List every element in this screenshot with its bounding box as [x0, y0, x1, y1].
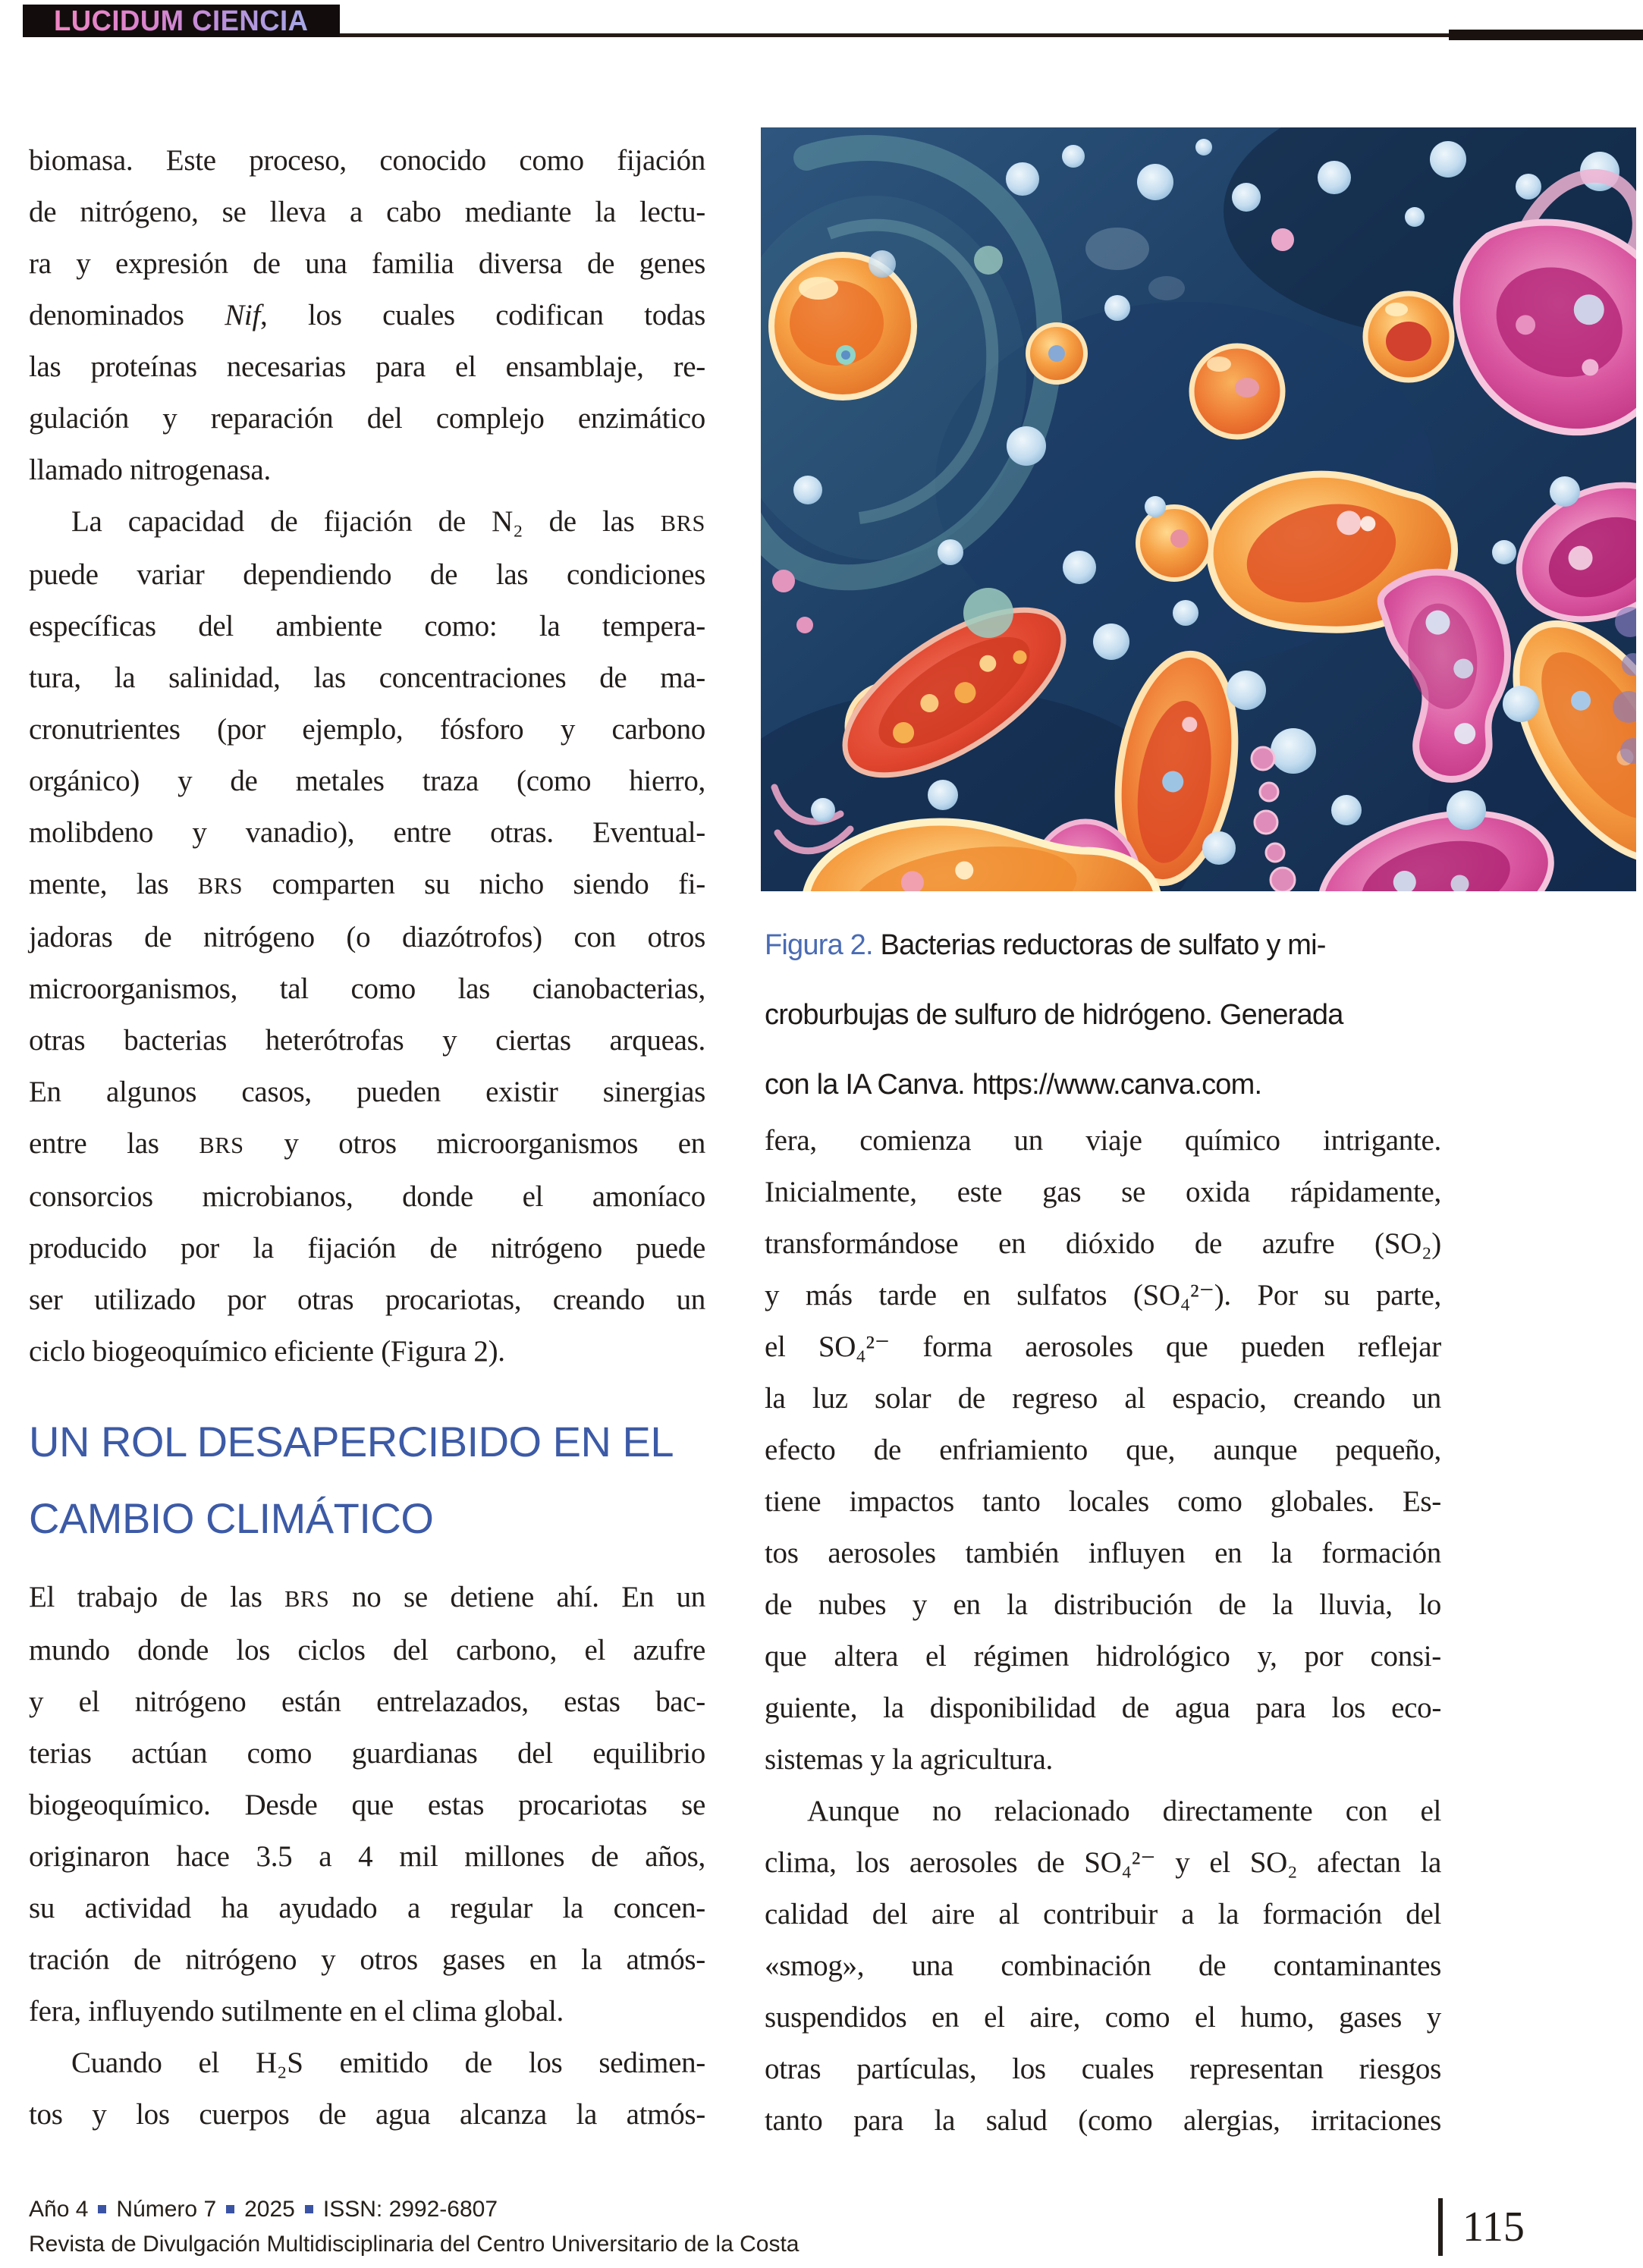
separator-square-icon — [305, 2205, 313, 2213]
journal-meta-segment: Número 7 — [116, 2197, 217, 2222]
text-line: tración de nitrógeno y otros gases en la atmós- — [29, 1943, 705, 1976]
text-line: orgánico) y de metales traza (como hierro, — [29, 765, 705, 797]
text-line: fera, comienza un viaje químico intrigante. — [765, 1124, 1441, 1157]
text-line: llamado nitrogenasa. — [29, 454, 271, 486]
canva-link[interactable]: https://www.canva.com. — [972, 1069, 1262, 1101]
orange-bacterium-redcore — [1365, 294, 1452, 380]
text-line: gulación y reparación del complejo enzimático — [29, 402, 705, 435]
text-line: clima, los aerosoles de SO₄²⁻ y el SO₂ afectan la — [765, 1846, 1441, 1879]
text-line: producido por la fijación de nitrógeno puede — [29, 1232, 705, 1264]
text-line: «smog», una combinación de contaminantes — [765, 1949, 1441, 1982]
caption-line: Figura 2. Bacterias reductoras de sulfato y mi- — [765, 929, 1326, 961]
text-line: biomasa. Este proceso, conocido como fijación — [29, 144, 705, 177]
text-line: microorganismos, tal como las cianobacterias, — [29, 972, 705, 1005]
figure-label: Figura 2. — [765, 929, 873, 961]
journal-meta — [29, 2196, 498, 2223]
text-line: tura, la salinidad, las concentraciones de ma- — [29, 661, 705, 694]
orange-bacterium-center-small — [1138, 507, 1211, 580]
text-line: de nitrógeno, se lleva a cabo mediante la lectu- — [29, 196, 705, 228]
text-line: mundo donde los ciclos del carbono, el azufre — [29, 1634, 705, 1666]
text-line: Inicialmente, este gas se oxida rápidamente, — [765, 1176, 1441, 1208]
journal-meta-segment: 2025 — [244, 2197, 295, 2222]
right-column-text — [765, 1115, 1441, 2147]
text-line: y más tarde en sulfatos (SO₄²⁻). Por su parte, — [765, 1279, 1441, 1311]
orange-bacterium-small — [1028, 325, 1085, 382]
text-line: otras bacterias heterótrofas y ciertas arqueas. — [29, 1024, 705, 1057]
page-number: 115 — [1462, 2204, 1525, 2251]
orange-bacterium-mid — [1192, 346, 1283, 437]
text-line: Aunque no relacionado directamente con el — [807, 1795, 1441, 1827]
text-line: ciclo biogeoquímico eficiente (Figura 2). — [29, 1335, 505, 1368]
text-line: y el nitrógeno están entrelazados, estas bac- — [29, 1685, 705, 1718]
text-line: de nubes y en la distribución de la lluvia, lo — [765, 1588, 1441, 1621]
header-rule — [340, 33, 1449, 37]
bacteria-illustration — [761, 127, 1636, 891]
heading-line: CAMBIO CLIMÁTICO — [29, 1494, 434, 1542]
text-line: efecto de enfriamiento que, aunque pequeño, — [765, 1434, 1441, 1466]
text-line: En algunos casos, pueden existir sinergias — [29, 1076, 705, 1108]
figure-2-image — [761, 127, 1636, 891]
text-line: el SO₄²⁻ forma aerosoles que pueden reflejar — [765, 1330, 1441, 1363]
text-line: molibdeno y vanadio), entre otras. Eventual- — [29, 816, 705, 849]
text-line: suspendidos en el aire, como el humo, gases y — [765, 2001, 1441, 2034]
journal-meta-segment: Año 4 — [29, 2197, 89, 2222]
text-line: mente, las BRS comparten su nicho siendo fi- — [29, 868, 705, 900]
text-line: específicas del ambiente como: la tempera- — [29, 610, 705, 642]
text-line: Cuando el H₂S emitido de los sedimen- — [71, 2047, 705, 2079]
text-line: transformándose en dióxido de azufre (SO₂) — [765, 1227, 1441, 1260]
text-line: ser utilizado por otras procariotas, creando un — [29, 1283, 705, 1316]
text-line: calidad del aire al contribuir a la formación del — [765, 1898, 1441, 1930]
caption-line: con la IA Canva. https://www.canva.com. — [765, 1069, 1262, 1101]
text-line: cronutrientes (por ejemplo, fósforo y carbono — [29, 713, 705, 746]
text-line: ra y expresión de una familia diversa de genes — [29, 247, 705, 280]
left-column-text-top — [29, 135, 705, 1377]
text-line: su actividad ha ayudado a regular la concen- — [29, 1892, 705, 1924]
journal-name: Revista de Divulgación Multidisciplinaria del Centro Universitario de la Costa — [29, 2232, 800, 2257]
text-line: tiene impactos tanto locales como globales. Es- — [765, 1485, 1441, 1518]
orange-bacterium-large-topleft — [771, 255, 914, 397]
text-line: biogeoquímico. Desde que estas procariotas se — [29, 1789, 705, 1821]
separator-square-icon — [226, 2205, 234, 2213]
text-line: jadoras de nitrógeno (o diazótrofos) con otros — [29, 921, 705, 953]
text-line: puede variar dependiendo de las condiciones — [29, 558, 705, 591]
figure-2-caption — [765, 910, 1438, 1120]
brand-bar — [23, 5, 340, 37]
text-line: guiente, la disponibilidad de agua para los eco- — [765, 1692, 1441, 1724]
text-line: denominados Nif, los cuales codifican todas — [29, 299, 706, 331]
brand-title: LUCIDUM CIENCIA — [54, 5, 309, 37]
text-line: la luz solar de regreso al espacio, creando un — [765, 1382, 1441, 1415]
text-line: tanto para la salud (como alergias, irritaciones — [765, 2104, 1441, 2137]
journal-meta-segment: ISSN: 2992-6807 — [322, 2197, 498, 2222]
text-line: que altera el régimen hidrológico y, por consi- — [765, 1640, 1441, 1673]
text-line: La capacidad de fijación de N₂ de las BRS — [71, 505, 705, 538]
page-number-divider — [1438, 2198, 1443, 2256]
text-line: sistemas y la agricultura. — [765, 1743, 1053, 1776]
left-column-text-bottom — [29, 1572, 705, 2141]
text-line: otras partículas, los cuales representan riesgos — [765, 2053, 1441, 2085]
text-line: El trabajo de las BRS no se detiene ahí. En un — [29, 1581, 706, 1613]
separator-square-icon — [98, 2205, 106, 2213]
text-line: fera, influyendo sutilmente en el clima global. — [29, 1995, 564, 2028]
text-line: las proteínas necesarias para el ensamblaje, re- — [29, 350, 705, 383]
text-line: entre las BRS y otros microorganismos en — [29, 1127, 705, 1160]
caption-line: croburbujas de sulfuro de hidrógeno. Generada — [765, 999, 1343, 1031]
text-line: terias actúan como guardianas del equilibrio — [29, 1737, 705, 1770]
header-rule-accent — [1449, 30, 1643, 40]
text-line: tos y los cuerpos de agua alcanza la atmós- — [29, 2098, 705, 2131]
section-heading — [29, 1403, 712, 1557]
heading-line: UN ROL DESAPERCIBIDO EN EL — [29, 1418, 674, 1465]
text-line: consorcios microbianos, donde el amoníaco — [29, 1180, 705, 1213]
text-line: tos aerosoles también influyen en la formación — [765, 1537, 1441, 1569]
text-line: originaron hace 3.5 a 4 mil millones de años, — [29, 1840, 705, 1873]
